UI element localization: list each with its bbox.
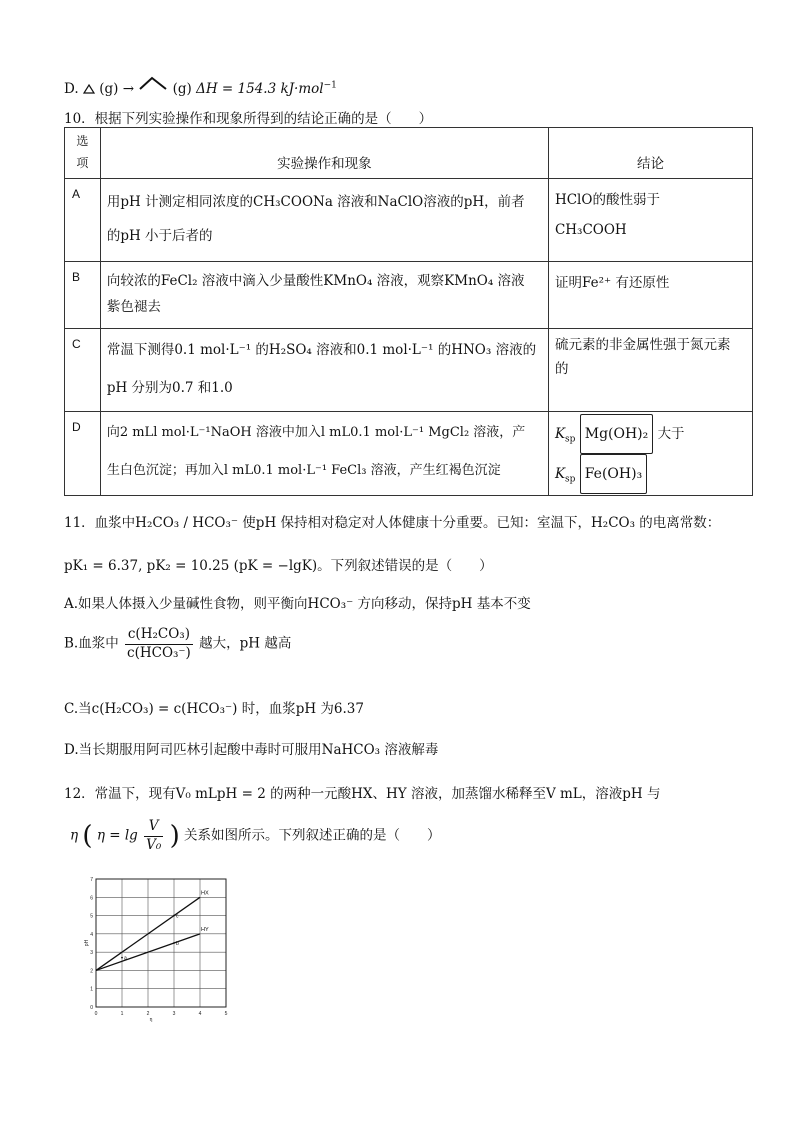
header-option-a: 选: [76, 134, 89, 148]
q11-option-b-pre: B.血浆中: [64, 635, 119, 652]
q9-eq-mid: (g): [172, 81, 192, 97]
row-c-concl-line1: 硫元素的非金属性强于氮元素: [554, 337, 731, 353]
row-label: C: [72, 337, 81, 351]
q10-table: [64, 127, 753, 496]
header-conclusion: 结论: [548, 128, 752, 179]
row-c-op-line2: pH 分别为0.7 和1.0: [106, 380, 233, 396]
q9-dh-exp: −1: [323, 80, 337, 91]
greater-than-text: 大于: [657, 426, 685, 442]
point-c: [173, 915, 175, 917]
row-label: A: [72, 187, 81, 201]
series-label-hx: HX: [201, 890, 209, 897]
ksp-sub: sp: [565, 434, 576, 445]
ph-vs-eta-chart: [84, 873, 234, 1023]
header-option-b: 项: [76, 156, 89, 170]
point-a: [121, 957, 123, 959]
x-tick-label: 1: [120, 1011, 124, 1017]
ksp-k: K: [554, 426, 566, 442]
table-row: [65, 412, 753, 496]
point-b: [173, 942, 175, 944]
q11-option-b: [64, 628, 291, 660]
point-label-b: b: [176, 941, 179, 947]
q11-option-a: A.如果人体摄入少量碱性食物，则平衡向HCO₃⁻ 方向移动，保持pH 基本不变: [64, 596, 531, 612]
plot-frame: [96, 879, 226, 1007]
row-d-op-line1: 向2 mLl mol·L⁻¹NaOH 溶液中加入l mL0.1 mol·L⁻¹ MgCl₂ 溶液，产: [106, 425, 526, 440]
table-row: [65, 179, 753, 262]
propene-icon: [138, 75, 168, 91]
fraction-numerator: c(H₂CO₃): [125, 628, 193, 645]
y-tick-label: 2: [90, 968, 93, 975]
q9-eq-pre: (g) →: [99, 81, 135, 97]
q12-stem-line2: η ( η = lg $\frac{V}{\text{V₀}}$ ) 关系如图所示。下列叙述正确的是（ ）: [70, 818, 441, 853]
q11-option-d: D.当长期服用阿司匹林引起酸中毒时可服用NaHCO₃ 溶液解毒: [64, 742, 439, 758]
row-b-concl-line1: 证明Fe²⁺ 有还原性: [554, 275, 670, 291]
fraction-denominator: V₀: [146, 836, 162, 853]
q12-stem-line1: 12．常温下，现有V₀ mLpH = 2 的两种一元酸HX、HY 溶液，加蒸馏水稀释至V mL，溶液pH 与: [64, 786, 661, 802]
feoh3: Fe(OH)₃: [580, 454, 647, 494]
table-header-row: [65, 128, 753, 179]
row-b-op-line2: 紫色褪去: [106, 299, 161, 315]
point-label-c: c: [176, 913, 179, 920]
row-a-op-line1: 用pH 计测定相同浓度的CH₃COONa 溶液和NaClO溶液的pH，前者: [106, 194, 525, 210]
q11-stem-line2: pK₁ = 6.37, pK₂ = 10.25 (pK = −lgK)。下列叙述错误的是（ ）: [64, 558, 493, 574]
y-tick-label: 7: [90, 877, 93, 883]
x-axis-label: η: [149, 1017, 153, 1023]
cyclopropane-icon: [83, 84, 95, 94]
x-tick-label: 3: [172, 1011, 176, 1017]
q11-option-b-post: 越大，pH 越高: [199, 635, 292, 652]
q11-stem-line1: 11．血浆中H₂CO₃ / HCO₃⁻ 使pH 保持相对稳定对人体健康十分重要。已知：室温下，H₂CO₃ 的电离常数：: [64, 515, 721, 531]
fraction-denominator: c(HCO₃⁻): [127, 644, 191, 661]
q9-option-d: [64, 75, 337, 97]
chart-labels: [124, 890, 209, 961]
q10-stem: 10．根据下列实验操作和现象所得到的结论正确的是（ ）: [64, 111, 433, 127]
row-d-op-line2: 生白色沉淀；再加入l mL0.1 mol·L⁻¹ FeCl₃ 溶液，产生红褐色沉淀: [106, 463, 501, 478]
row-a-concl-line1: HClO的酸性弱于: [554, 192, 660, 208]
ksp-k: K: [554, 466, 566, 482]
row-a-op-line2: 的pH 小于后者的: [106, 228, 213, 244]
row-b-op-line1: 向较浓的FeCl₂ 溶液中滴入少量酸性KMnO₄ 溶液，观察KMnO₄ 溶液: [106, 273, 525, 289]
q11-option-c: C.当c(H₂CO₃) = c(HCO₃⁻) 时，血浆pH 为6.37: [64, 701, 364, 717]
row-label: B: [72, 270, 81, 284]
y-tick-label: 0: [90, 1005, 93, 1011]
table-row: [65, 329, 753, 412]
mgoh2: Mg(OH)₂: [580, 414, 654, 454]
q12-fraction: [144, 820, 163, 852]
eta-symbol: η: [70, 827, 79, 844]
row-d-concl-line2: [555, 454, 746, 494]
x-tick-label: 0: [94, 1011, 98, 1017]
q11-option-b-fraction: [125, 628, 193, 660]
y-axis-label: pH: [84, 939, 90, 947]
y-tick-label: 3: [90, 950, 93, 957]
x-tick-label: 5: [224, 1011, 228, 1017]
row-d-concl-line1: [555, 414, 746, 454]
row-c-concl-line2: 的: [554, 361, 569, 377]
ksp-sub: sp: [565, 474, 576, 485]
header-option: [65, 128, 101, 179]
q12-stem-post: 关系如图所示。下列叙述正确的是（ ）: [184, 827, 441, 844]
x-tick-label: 2: [146, 1011, 150, 1017]
row-a-concl-line2: CH₃COOH: [554, 222, 627, 238]
q9-dh: ΔH = 154.3 kJ·mol: [196, 81, 324, 97]
header-operation: 实验操作和现象: [100, 128, 548, 179]
row-c-op-line1: 常温下测得0.1 mol·L⁻¹ 的H₂SO₄ 溶液和0.1 mol·L⁻¹ 的HNO₃ 溶液的: [106, 342, 537, 358]
x-tick-label: 4: [198, 1011, 202, 1017]
point-label-a: a: [124, 955, 127, 962]
series-label-hy: HY: [201, 926, 209, 933]
eta-definition: η = lg: [96, 827, 138, 844]
fraction-numerator: V: [144, 820, 163, 837]
row-label: D: [72, 420, 81, 434]
y-tick-label: 1: [90, 986, 93, 993]
table-row: [65, 262, 753, 329]
y-tick-label: 4: [90, 931, 93, 938]
chart-grid: [96, 879, 226, 1007]
y-tick-label: 5: [90, 913, 93, 920]
y-tick-label: 6: [90, 895, 93, 902]
q9-option-d-label: D.: [64, 81, 79, 97]
